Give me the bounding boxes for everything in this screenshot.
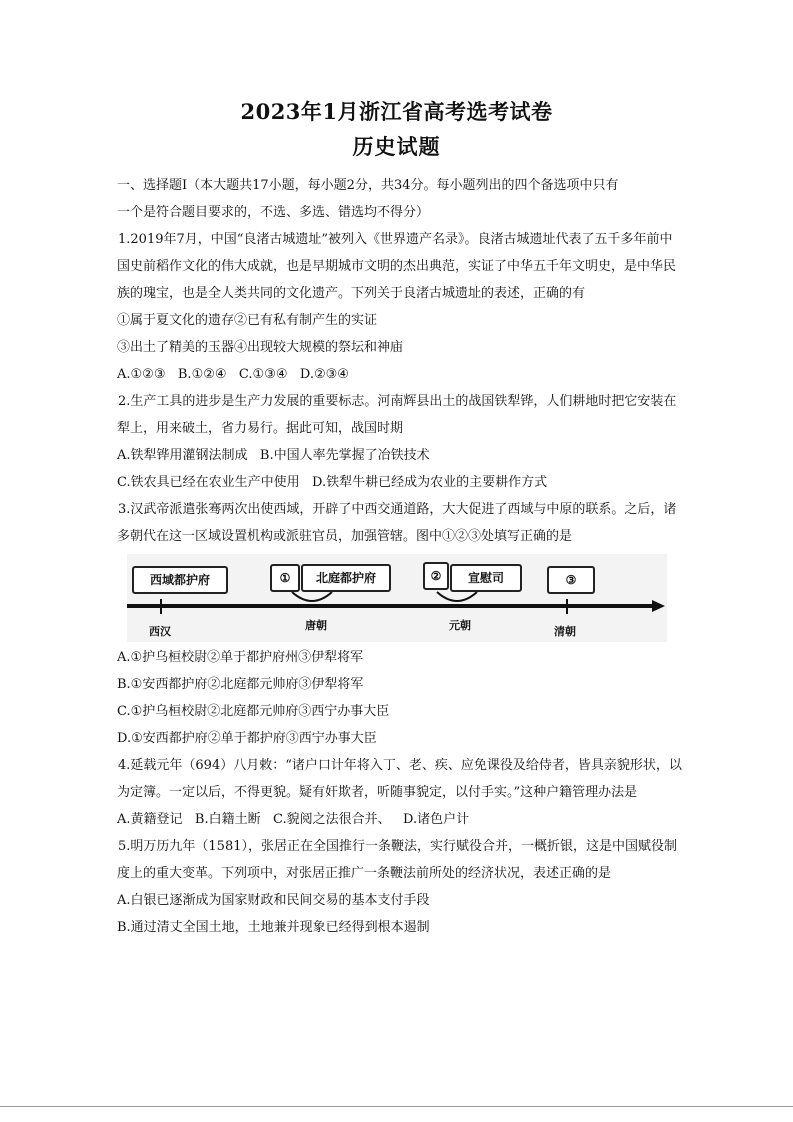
exam-content	[117, 172, 683, 941]
question-2-options-line2: C.铁农具已经在农业生产中使用 D.铁犁牛耕已经成为农业的主要耕作方式	[117, 475, 548, 490]
question-2-stem: 2.生产工具的进步是生产力发展的重要标志。河南辉县出土的战国铁犁铧，人们耕地时把它安装在犁上，用来破土，省力易行。据此可知，战国时期	[117, 394, 677, 436]
question-3-option-c: C.①护乌桓校尉②北庭都元帅府③西宁办事大臣	[117, 704, 390, 719]
timeline-box-blank-2: ②	[423, 562, 449, 590]
question-1-options: A.①②③ B.①②④ C.①③④ D.②③④	[117, 367, 349, 382]
question-3-timeline-figure	[127, 554, 667, 642]
timeline-box-beiting-duhufu: 北庭都护府	[301, 564, 391, 592]
exam-subtitle: 历史试题	[352, 134, 441, 159]
timeline-box-blank-3: ③	[547, 566, 595, 594]
section-heading-line1: 一、选择题Ⅰ（本大题共17小题，每小题2分，共34分。每小题列出的四个备选项中只有	[117, 178, 619, 193]
question-5-option-a: A.白银已逐渐成为国家财政和民间交易的基本支付手段	[117, 893, 430, 908]
timeline-era-tang: 唐朝	[305, 619, 327, 632]
timeline-box-xiyu-duhufu: 西域都护府	[132, 566, 228, 594]
timeline-era-yuan: 元朝	[449, 619, 471, 632]
timeline-box-xuanweisi: 宣慰司	[450, 564, 522, 592]
question-2-options-line1: A.铁犁铧用灌钢法制成 B.中国人率先掌握了冶铁技术	[117, 448, 430, 463]
timeline-box-blank-1: ①	[270, 564, 300, 592]
exam-title: 2023年1月浙江省高考选考试卷	[240, 99, 553, 124]
question-5-option-b: B.通过清丈全国土地，土地兼并现象已经得到根本遏制	[117, 920, 430, 935]
timeline-era-xihan: 西汉	[149, 625, 171, 638]
question-3-stem: 3.汉武帝派遣张骞两次出使西域，开辟了中西交通道路，大大促进了西域与中原的联系。之后，诸多朝代在这一区域设置机构或派驻官员，加强管辖。图中①②③处填写正确的是	[117, 502, 677, 544]
question-3-option-b: B.①安西都护府②北庭都元帅府③伊犁将军	[117, 677, 364, 692]
question-5-stem: 5.明万历九年（1581），张居正在全国推行一条鞭法，实行赋役合并，一概折银，这是中国赋役制度上的重大变革。下列项中，对张居正推广一条鞭法前所处的经济状况，表述正确的是	[117, 839, 677, 881]
question-3-option-d: D.①安西都护府②单于都护府③西宁办事大臣	[117, 731, 377, 746]
question-1-stem: 1.2019年7月，中国“良渚古城遗址”被列入《世界遗产名录》。良渚古城遗址代表了五千多年前中国史前稻作文化的伟大成就，也是早期城市文明的杰出典范，实证了中华五千年文明史，是中华民族的瑰宝，也是全人类共同的文化遗产。下列关于良渚古城遗址的表述，正确的有	[117, 232, 677, 301]
question-1-item-line2: ③出土了精美的玉器④出现较大规模的祭坛和神庙	[117, 340, 404, 355]
section-heading-line2: 一个是符合题目要求的，不选、多选、错选均不得分）	[117, 205, 430, 220]
page-bottom-divider	[0, 1106, 793, 1107]
question-4-options: A.黄籍登记 B.白籍土断 C.貌阅之法很合并、 D.诸色户计	[117, 812, 470, 827]
question-1-item-line1: ①属于夏文化的遗存②已有私有制产生的实证	[117, 313, 378, 328]
timeline-era-qing: 清朝	[554, 625, 576, 638]
question-4-stem: 4.延载元年（694）八月敕：“诸户口计年将入丁、老、疾、应免课役及给侍者，皆具亲貌形状，以为定簿。一定以后，不得更貌。疑有奸欺者，听随事貌定，以付手实。”这种户籍管理办法是	[117, 758, 682, 800]
question-3-option-a: A.①护乌桓校尉②单于都护府州③伊犁将军	[117, 650, 364, 665]
